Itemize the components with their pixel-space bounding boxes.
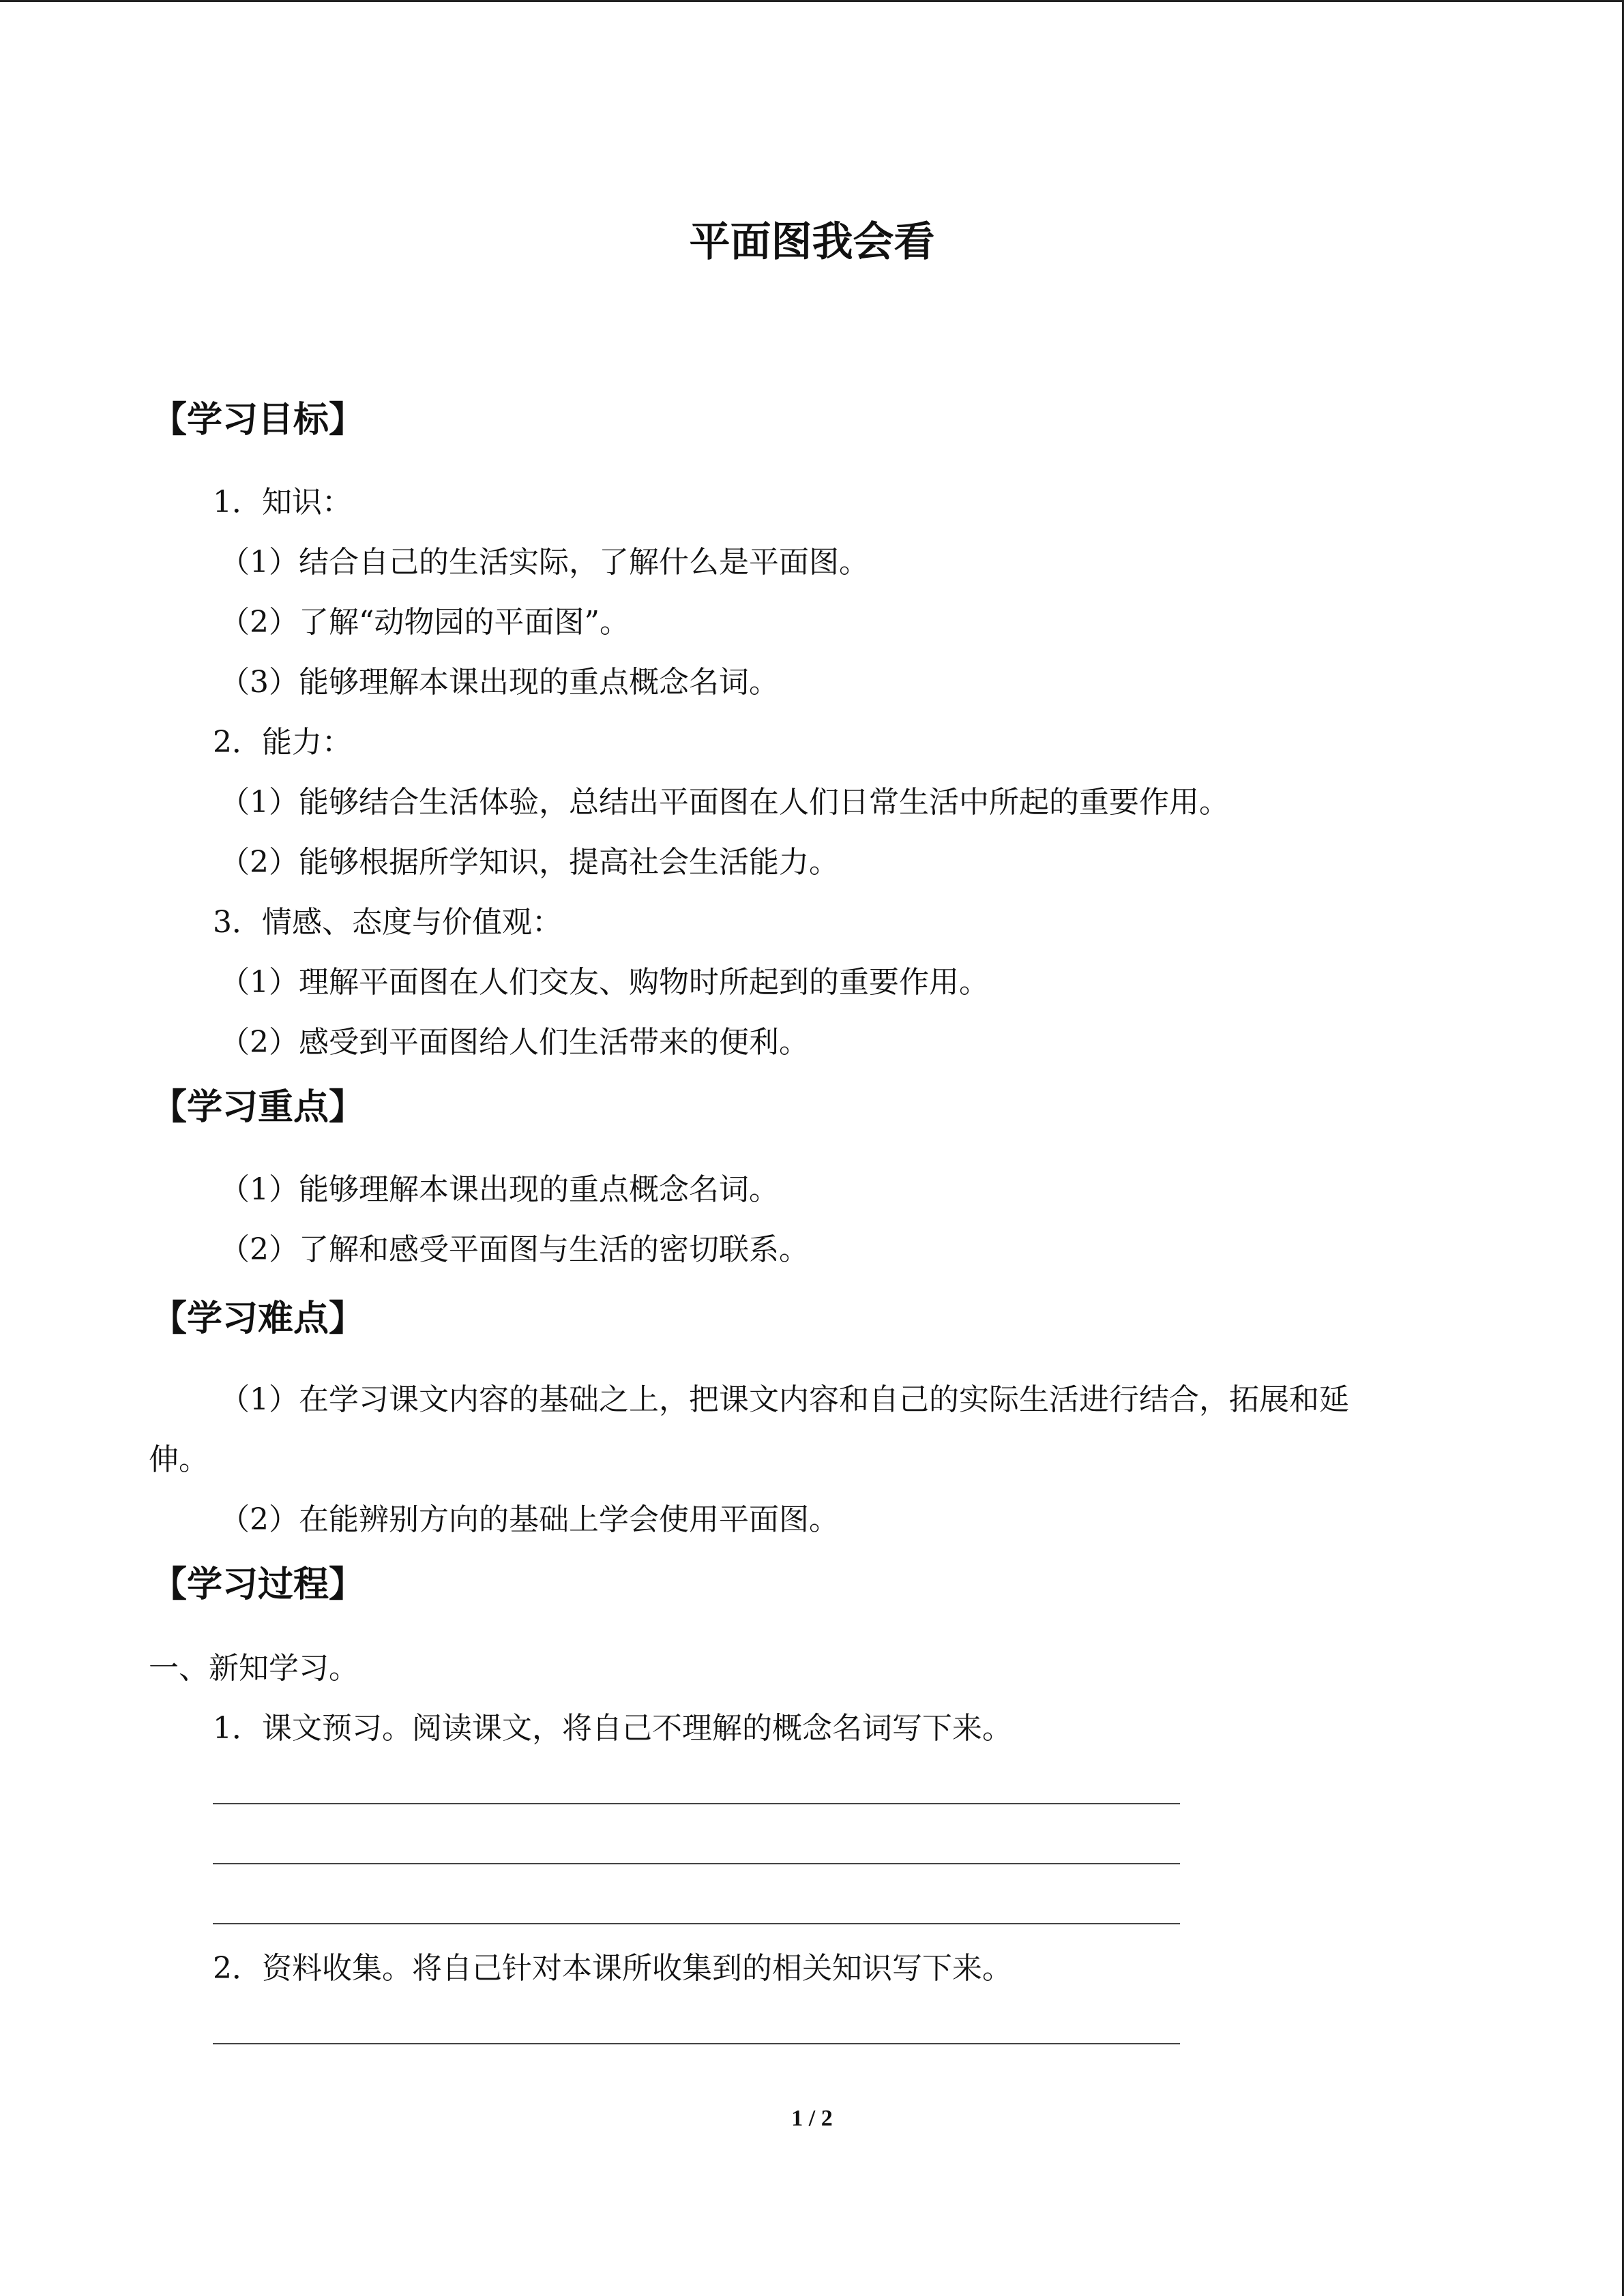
goal-knowledge-title: 1．知识： — [213, 485, 352, 520]
goal-knowledge-item-2: （2）了解“动物园的平面图”。 — [220, 605, 630, 640]
difficulty-item-1-line-1: （1）在学习课文内容的基础之上，把课文内容和自己的实际生活进行结合，拓展和延 — [220, 1382, 1349, 1417]
goal-ability-item-2: （2）能够根据所学知识，提高社会生活能力。 — [220, 845, 839, 880]
section-heading-difficulties: 【学习难点】 — [151, 1298, 365, 1339]
section-heading-goals: 【学习目标】 — [151, 400, 365, 441]
section-heading-process: 【学习过程】 — [151, 1564, 365, 1605]
process-question-2: 2．资料收集。将自己针对本课所收集到的相关知识写下来。 — [213, 1951, 1012, 1986]
goal-emotion-title: 3．情感、态度与价值观： — [213, 905, 562, 940]
goal-ability-title: 2．能力： — [213, 725, 352, 760]
page-top-border — [0, 0, 1624, 2]
goal-knowledge-item-1: （1）结合自己的生活实际，了解什么是平面图。 — [220, 545, 869, 580]
answer-line[interactable] — [213, 1923, 1180, 1924]
document-title: 平面图我会看 — [689, 218, 935, 266]
process-part-1: 一、新知学习。 — [149, 1651, 359, 1686]
page-number: 1 / 2 — [791, 2106, 833, 2131]
key-point-item-2: （2）了解和感受平面图与生活的密切联系。 — [220, 1232, 809, 1267]
goal-emotion-item-1: （1）理解平面图在人们交友、购物时所起到的重要作用。 — [220, 965, 989, 1000]
goal-emotion-item-2: （2）感受到平面图给人们生活带来的便利。 — [220, 1025, 809, 1060]
section-heading-key-points: 【学习重点】 — [151, 1087, 365, 1128]
difficulty-item-2: （2）在能辨别方向的基础上学会使用平面图。 — [220, 1502, 839, 1537]
answer-line[interactable] — [213, 1803, 1180, 1804]
answer-line[interactable] — [213, 1863, 1180, 1864]
difficulty-item-1-line-2: 伸。 — [149, 1442, 209, 1477]
goal-knowledge-item-3: （3）能够理解本课出现的重点概念名词。 — [220, 665, 779, 700]
answer-line[interactable] — [213, 2043, 1180, 2044]
goal-ability-item-1: （1）能够结合生活体验，总结出平面图在人们日常生活中所起的重要作用。 — [220, 785, 1229, 820]
process-question-1: 1．课文预习。阅读课文，将自己不理解的概念名词写下来。 — [213, 1711, 1012, 1746]
key-point-item-1: （1）能够理解本课出现的重点概念名词。 — [220, 1172, 779, 1207]
